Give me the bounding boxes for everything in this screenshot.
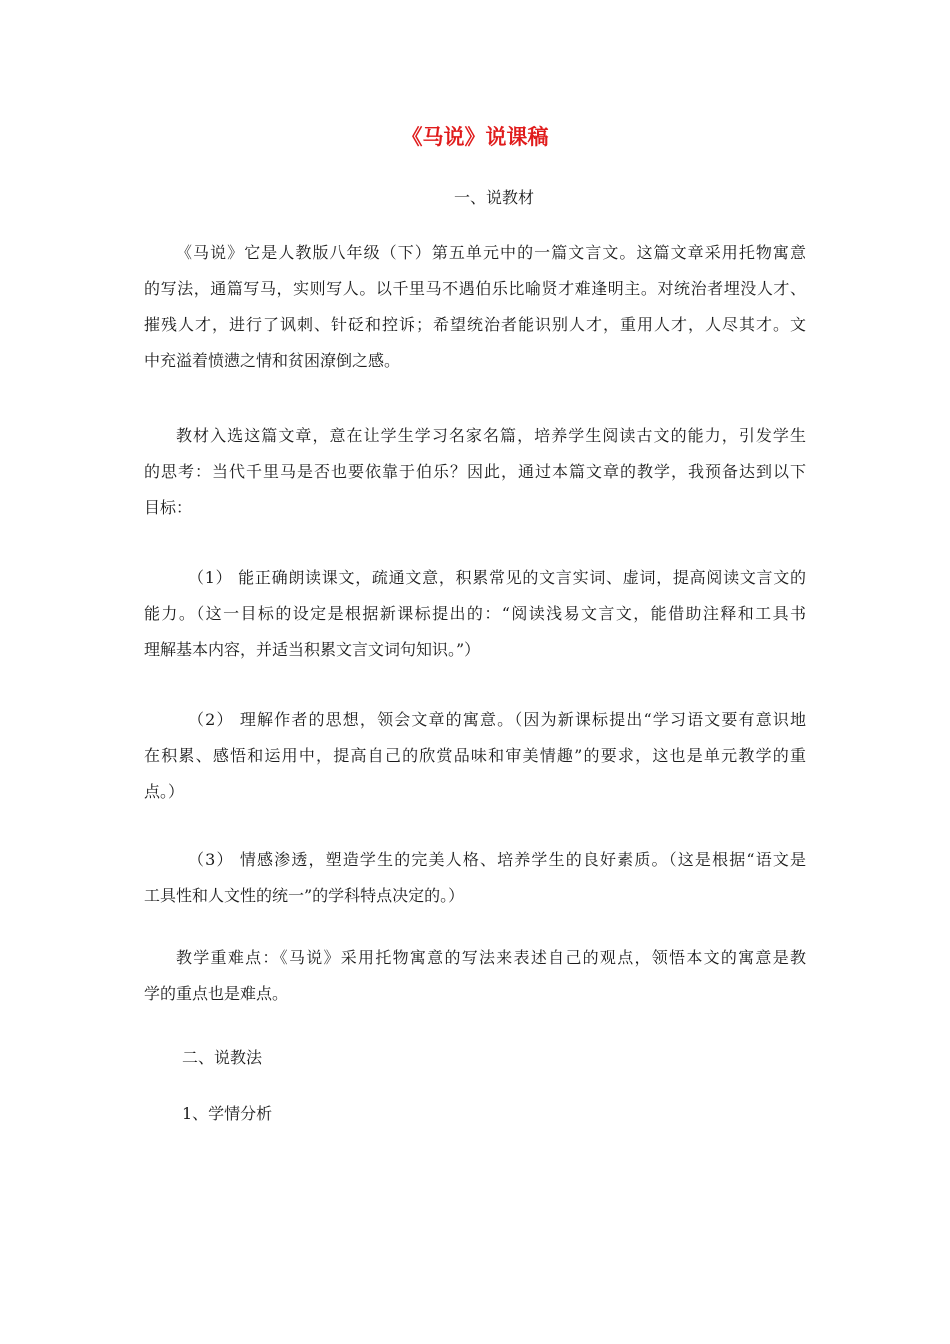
- paragraph-line: 的思考：当代千里马是否也要依靠于伯乐？因此，通过本篇文章的教学，我预备达到以下: [144, 462, 806, 481]
- paragraph-key-difficulty: [144, 940, 806, 1012]
- paragraph-goal-1: [144, 560, 806, 668]
- paragraph-line: 理解基本内容，并适当积累文言文词句知识。”）: [144, 640, 481, 659]
- paragraph-line: 的写法，通篇写马，实则写人。以千里马不遇伯乐比喻贤才难逢明主。对统治者埋没人才、: [144, 279, 806, 298]
- paragraph-line: 在积累、感悟和运用中，提高自己的欣赏品味和审美情趣”的要求，这也是单元教学的重: [144, 746, 806, 765]
- paragraph-line: 点。）: [144, 782, 185, 801]
- paragraph-line: 工具性和人文性的统一”的学科特点决定的。）: [144, 886, 465, 905]
- paragraph-line: 中充溢着愤懑之情和贫困潦倒之感。: [144, 351, 401, 370]
- paragraph-textbook-purpose: [144, 418, 806, 526]
- section-heading-textbook: 一、说教材: [454, 188, 535, 207]
- document-title: 《马说》说课稿: [401, 125, 549, 149]
- paragraph-line: 《马说》它是人教版八年级（下）第五单元中的一篇文言文。这篇文章采用托物寓意: [176, 243, 806, 262]
- paragraph-line: 教材入选这篇文章，意在让学生学习名家名篇，培养学生阅读古文的能力，引发学生: [176, 426, 806, 445]
- paragraph-line: （2） 理解作者的思想，领会文章的寓意。（因为新课标提出“学习语文要有意识地: [188, 710, 806, 729]
- paragraph-line: 目标：: [144, 498, 193, 517]
- subsection-heading-student-analysis: 1、学情分析: [182, 1104, 273, 1123]
- paragraph-line: （1） 能正确朗读课文，疏通文意，积累常见的文言实词、虚词，提高阅读文言文的: [188, 568, 806, 587]
- paragraph-line: （3） 情感渗透，塑造学生的完美人格、培养学生的良好素质。（这是根据“语文是: [188, 850, 806, 869]
- section-heading-teaching-method: 二、说教法: [182, 1048, 263, 1067]
- paragraph-line: 摧残人才，进行了讽刺、针砭和控诉；希望统治者能识别人才，重用人才，人尽其才。文: [144, 315, 806, 334]
- paragraph-goal-2: [144, 702, 806, 810]
- paragraph-line: 学的重点也是难点。: [144, 984, 289, 1003]
- paragraph-textbook-intro: [144, 235, 806, 379]
- paragraph-line: 能力。（这一目标的设定是根据新课标提出的：“阅读浅易文言文，能借助注释和工具书: [144, 604, 806, 623]
- paragraph-goal-3: [144, 842, 806, 914]
- paragraph-line: 教学重难点：《马说》采用托物寓意的写法来表述自己的观点，领悟本文的寓意是教: [176, 948, 806, 967]
